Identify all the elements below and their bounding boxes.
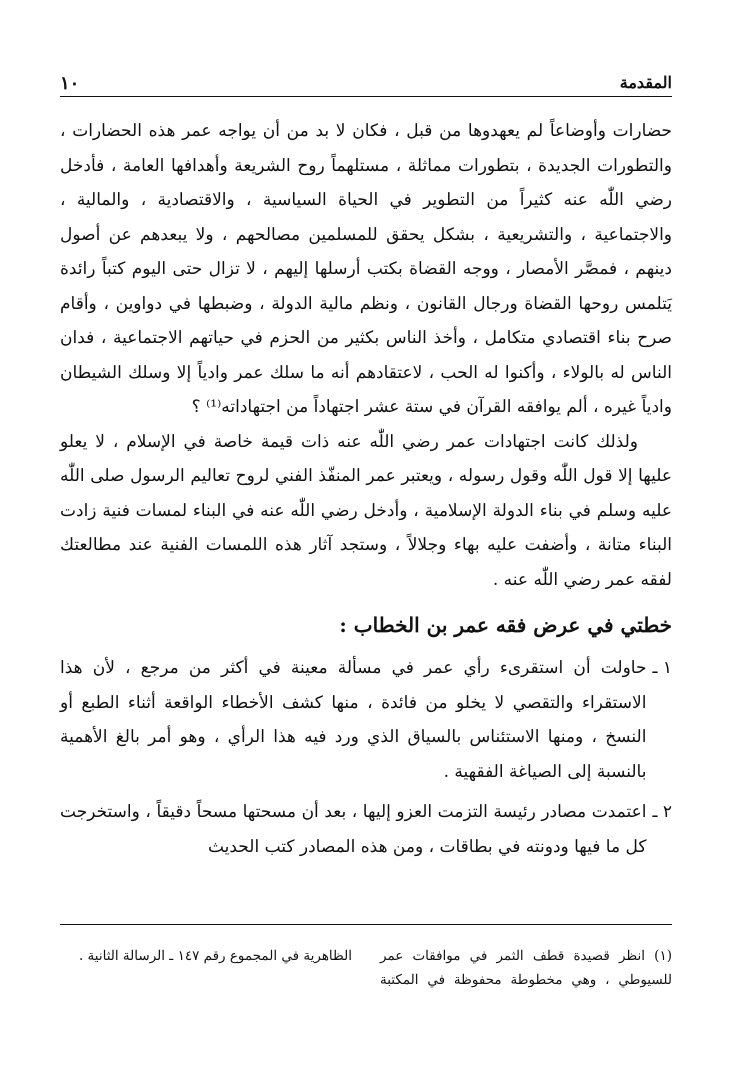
page-number: ١٠ <box>60 73 80 94</box>
paragraph-2: ولذلك كانت اجتهادات عمر رضي اللّٰه عنه ذات قيمة خاصة في الإسلام ، لا يعلو عليها إلا قول اللّٰه وقول رسوله ، ويعتبر عمر المنفّذ الفني لروح تعاليم الرسول صلى اللّٰه عليه وسلم في بناء الدولة الإسلامية ، وأدخل رضي اللّٰه عنه في البناء لمسات فنية زادت البناء متانة ، وأضفت عليه بهاء وجلالاً ، وستجد آثار هذه اللمسات الفنية عند مطالعتك لفقه عمر رضي اللّٰه عنه . <box>60 431 672 590</box>
page-header <box>60 66 672 97</box>
list-item-number: ١ ـ <box>652 658 672 678</box>
list-item-text: اعتمدت مصادر رئيسة التزمت العزو إليها ، بعد أن مسحتها مسحاً دقيقاً ، واستخرجت كل ما فيها ودونته في بطاقات ، ومن هذه المصادر كتب الحديث <box>60 802 647 857</box>
footnote-divider <box>60 924 672 925</box>
section-heading: خطتي في عرض فقه عمر بن الخطاب : <box>339 613 672 637</box>
list-item <box>60 795 672 864</box>
main-text <box>60 114 672 870</box>
footnote-text: انظر قصيدة قطف الثمر في موافقات عمر للسيوطي ، وهي مخطوطة محفوظة في المكتبة الظاهرية في المجموع رقم ١٤٧ ـ الرسالة الثانية . <box>78 948 672 988</box>
footnote <box>60 944 672 992</box>
paragraph-1: حضارات وأوضاعاً لم يعهدوها من قبل ، فكان لا بد من أن يواجه عمر هذه الحضارات ، والتطورات الجديدة ، بتطورات مماثلة ، مستلهماً روح الشريعة وأهدافها العامة ، فأدخل رضي اللّٰه عنه كثيراً من التطوير في الحياة السياسية ، والاقتصادية ، والمالية ، والاجتماعية ، والتشريعية ، بشكل يحقق للمسلمين مصالحهم ، ولا يبعدهم عن أصول دينهم ، فمصَّر الأمصار ، ووجه القضاة بكتب أرسلها إليهم ، لا تزال حتى اليوم كتباً رائدة يَتلمس روحها القضاة ورجال القانون ، ونظم مالية الدولة ، وضبطها في دواوين ، وأقام صرح بناء اقتصادي متكامل ، وأخذ الناس بكثير من الحزم في حياتهم الاجتماعية ، فدان الناس له بالولاء ، وأكنوا له الحب ، لاعتقادهم أنه ما سلك عمر وادياً إلا وسلك الشيطان وادياً غيره ، ألم يوافقه القرآن في ستة عشر اجتهاداً من اجتهاداته⁽¹⁾ ؟ <box>60 121 672 417</box>
running-head: المقدمة <box>619 73 672 92</box>
list-item-number: ٢ ـ <box>652 802 672 822</box>
list-item-text: حاولت أن استقرىء رأي عمر في مسألة معينة في أكثر من مرجع ، لأن هذا الاستقراء والتقصي لا يخلو من فائدة ، منها كشف الأخطاء الواقعة أثناء الطبع أو النسخ ، ومنها الاستئناس بالسياق الذي ورد فيه هذا الرأي ، وهو أمر بالغ الأهمية بالنسبة إلى الصياغة الفقهية . <box>60 658 647 782</box>
list-item <box>60 651 672 789</box>
footnote-number: (١) <box>654 948 672 964</box>
